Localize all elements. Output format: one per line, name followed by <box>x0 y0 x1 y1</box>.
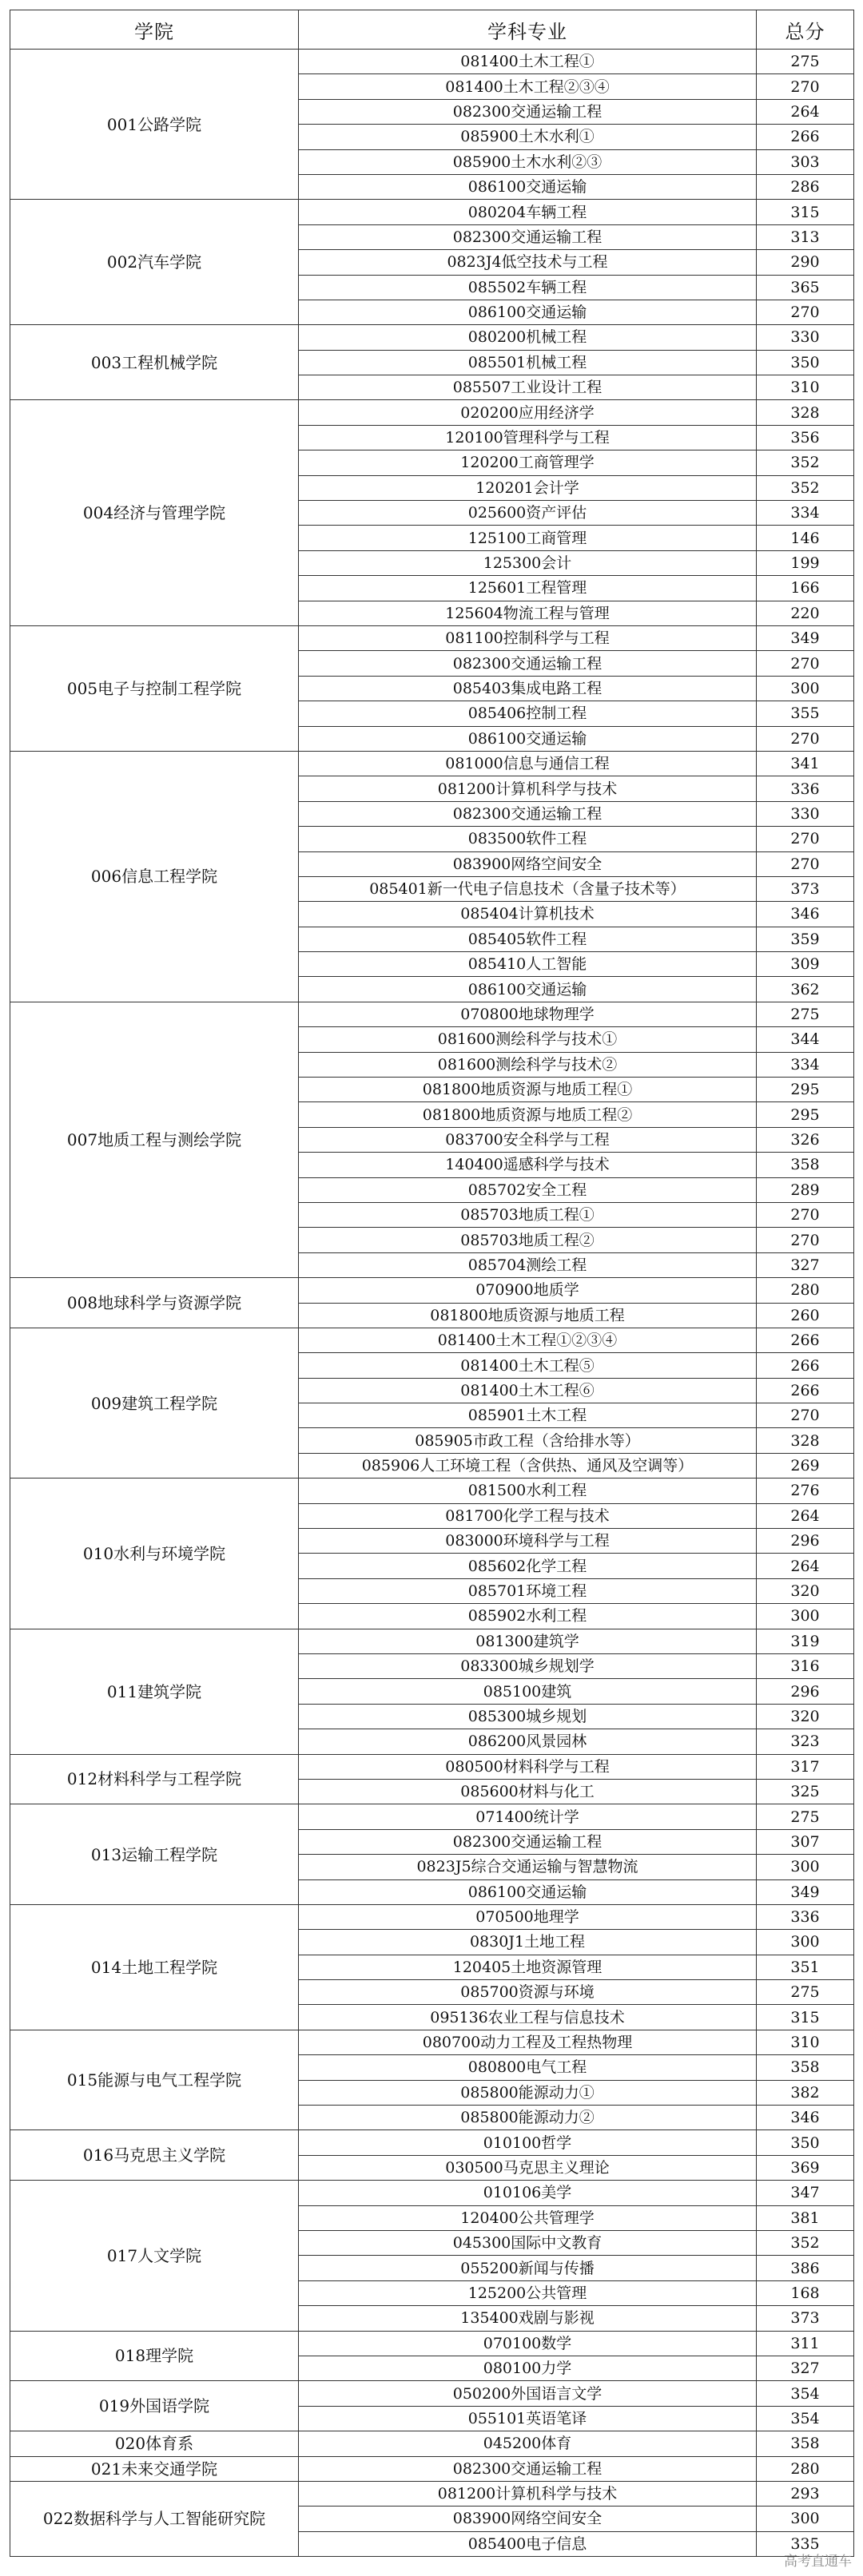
major-cell: 025600资产评估 <box>299 501 757 526</box>
major-cell: 120201会计学 <box>299 475 757 500</box>
major-cell: 081800地质资源与地质工程 <box>299 1303 757 1328</box>
major-cell: 070100数学 <box>299 2331 757 2356</box>
major-cell: 085405软件工程 <box>299 927 757 951</box>
score-cell: 315 <box>757 200 854 224</box>
score-cell: 350 <box>757 2130 854 2155</box>
score-cell: 275 <box>757 1002 854 1026</box>
major-cell: 120200工商管理学 <box>299 451 757 475</box>
major-cell: 085100建筑 <box>299 1679 757 1704</box>
school-cell: 001公路学院 <box>10 50 299 200</box>
school-cell: 018理学院 <box>10 2331 299 2381</box>
header-major: 学科专业 <box>299 10 757 50</box>
major-cell: 081400土木工程①②③④ <box>299 1328 757 1352</box>
score-cell: 280 <box>757 2456 854 2481</box>
table-row <box>10 625 854 650</box>
score-cell: 346 <box>757 902 854 927</box>
score-cell: 168 <box>757 2280 854 2305</box>
major-cell: 135400戏剧与影视 <box>299 2306 757 2331</box>
table-row <box>10 1804 854 1829</box>
table-row <box>10 2331 854 2356</box>
score-cell: 330 <box>757 801 854 826</box>
score-cell: 260 <box>757 1303 854 1328</box>
score-cell: 386 <box>757 2256 854 2280</box>
major-cell: 120100管理科学与工程 <box>299 425 757 450</box>
major-cell: 085700资源与环境 <box>299 1980 757 2005</box>
score-cell: 373 <box>757 2306 854 2331</box>
major-cell: 0823J4低空技术与工程 <box>299 250 757 275</box>
score-cell: 382 <box>757 2080 854 2105</box>
school-cell: 020体育系 <box>10 2431 299 2456</box>
major-cell: 085401新一代电子信息技术（含量子技术等） <box>299 876 757 901</box>
score-cell: 266 <box>757 1378 854 1403</box>
major-cell: 080100力学 <box>299 2356 757 2380</box>
major-cell: 125601工程管理 <box>299 576 757 601</box>
score-cell: 335 <box>757 2531 854 2556</box>
score-cell: 275 <box>757 50 854 74</box>
score-cell: 330 <box>757 325 854 350</box>
major-cell: 085905市政工程（含给排水等） <box>299 1428 757 1453</box>
major-cell: 080200机械工程 <box>299 325 757 350</box>
major-cell: 020200应用经济学 <box>299 400 757 425</box>
major-cell: 081000信息与通信工程 <box>299 751 757 776</box>
school-cell: 006信息工程学院 <box>10 751 299 1002</box>
major-cell: 081100控制科学与工程 <box>299 625 757 650</box>
table-row <box>10 751 854 776</box>
table-row <box>10 400 854 425</box>
major-cell: 081400土木工程① <box>299 50 757 74</box>
score-cell: 323 <box>757 1729 854 1754</box>
major-cell: 083700安全科学与工程 <box>299 1127 757 1152</box>
score-cell: 336 <box>757 1904 854 1929</box>
score-cell: 166 <box>757 576 854 601</box>
score-cell: 356 <box>757 425 854 450</box>
table-row <box>10 50 854 74</box>
major-cell: 081800地质资源与地质工程① <box>299 1078 757 1102</box>
major-cell: 086100交通运输 <box>299 174 757 199</box>
school-cell: 007地质工程与测绘学院 <box>10 1002 299 1277</box>
major-cell: 086100交通运输 <box>299 977 757 1002</box>
school-cell: 009建筑工程学院 <box>10 1328 299 1478</box>
major-cell: 010106美学 <box>299 2181 757 2205</box>
score-cell: 293 <box>757 2481 854 2506</box>
score-cell: 381 <box>757 2205 854 2230</box>
score-cell: 310 <box>757 2030 854 2054</box>
major-cell: 085502车辆工程 <box>299 275 757 300</box>
school-cell: 010水利与环境学院 <box>10 1479 299 1629</box>
score-cell: 328 <box>757 400 854 425</box>
table-row <box>10 2456 854 2481</box>
major-cell: 120405土地资源管理 <box>299 1955 757 1979</box>
major-cell: 085800能源动力② <box>299 2106 757 2130</box>
major-cell: 085902水利工程 <box>299 1604 757 1629</box>
major-cell: 081500水利工程 <box>299 1479 757 1503</box>
major-cell: 085703地质工程① <box>299 1202 757 1227</box>
score-cell: 351 <box>757 1955 854 1979</box>
major-cell: 081200计算机科学与技术 <box>299 2481 757 2506</box>
major-cell: 125300会计 <box>299 550 757 575</box>
major-cell: 083300城乡规划学 <box>299 1654 757 1679</box>
major-cell: 010100哲学 <box>299 2130 757 2155</box>
major-cell: 081700化学工程与技术 <box>299 1503 757 1528</box>
major-cell: 095136农业工程与信息技术 <box>299 2005 757 2030</box>
score-cell: 303 <box>757 149 854 174</box>
major-cell: 081400土木工程⑥ <box>299 1378 757 1403</box>
score-cell: 358 <box>757 2055 854 2080</box>
score-cell: 270 <box>757 827 854 851</box>
major-cell: 082300交通运输工程 <box>299 2456 757 2481</box>
score-cell: 325 <box>757 1779 854 1804</box>
major-cell: 081800地质资源与地质工程② <box>299 1102 757 1127</box>
score-cell: 344 <box>757 1027 854 1052</box>
major-cell: 083500软件工程 <box>299 827 757 851</box>
school-cell: 017人文学院 <box>10 2181 299 2331</box>
table-row <box>10 2381 854 2406</box>
major-cell: 070900地质学 <box>299 1278 757 1303</box>
score-cell: 317 <box>757 1754 854 1779</box>
table-row <box>10 2431 854 2456</box>
school-cell: 019外国语学院 <box>10 2381 299 2431</box>
score-cell: 311 <box>757 2331 854 2356</box>
score-cell: 358 <box>757 1153 854 1177</box>
major-cell: 082300交通运输工程 <box>299 224 757 249</box>
major-cell: 082300交通运输工程 <box>299 651 757 676</box>
score-cell: 334 <box>757 501 854 526</box>
score-cell: 264 <box>757 99 854 124</box>
major-cell: 085702安全工程 <box>299 1177 757 1202</box>
header-score: 总分 <box>757 10 854 50</box>
major-cell: 082300交通运输工程 <box>299 801 757 826</box>
major-cell: 085906人工环境工程（含供热、通风及空调等） <box>299 1453 757 1478</box>
score-cell: 295 <box>757 1078 854 1102</box>
major-cell: 080500材料科学与工程 <box>299 1754 757 1779</box>
score-cell: 300 <box>757 676 854 701</box>
score-cell: 336 <box>757 776 854 801</box>
score-cell: 313 <box>757 224 854 249</box>
score-cell: 266 <box>757 1353 854 1378</box>
major-cell: 083000环境科学与工程 <box>299 1529 757 1554</box>
school-cell: 002汽车学院 <box>10 200 299 325</box>
major-cell: 140400遥感科学与技术 <box>299 1153 757 1177</box>
score-cell: 220 <box>757 601 854 625</box>
major-cell: 070800地球物理学 <box>299 1002 757 1026</box>
score-cell: 359 <box>757 927 854 951</box>
school-cell: 012材料科学与工程学院 <box>10 1754 299 1804</box>
major-cell: 085403集成电路工程 <box>299 676 757 701</box>
watermark: 高考直通车 <box>784 2554 852 2570</box>
score-cell: 373 <box>757 876 854 901</box>
school-cell: 013运输工程学院 <box>10 1804 299 1905</box>
score-cell: 352 <box>757 451 854 475</box>
major-cell: 085703地质工程② <box>299 1228 757 1252</box>
major-cell: 081300建筑学 <box>299 1629 757 1653</box>
major-cell: 085410人工智能 <box>299 952 757 977</box>
score-cell: 319 <box>757 1629 854 1653</box>
school-cell: 003工程机械学院 <box>10 325 299 400</box>
score-cell: 266 <box>757 1328 854 1352</box>
major-cell: 086200风景园林 <box>299 1729 757 1754</box>
score-cell: 300 <box>757 2507 854 2531</box>
school-cell: 021未来交通学院 <box>10 2456 299 2481</box>
score-cell: 300 <box>757 1604 854 1629</box>
score-cell: 270 <box>757 300 854 324</box>
major-cell: 081400土木工程②③④ <box>299 74 757 99</box>
major-cell: 081600测绘科学与技术② <box>299 1052 757 1077</box>
score-cell: 280 <box>757 1278 854 1303</box>
score-cell: 369 <box>757 2155 854 2180</box>
score-cell: 334 <box>757 1052 854 1077</box>
school-cell: 011建筑学院 <box>10 1629 299 1754</box>
score-cell: 316 <box>757 1654 854 1679</box>
major-cell: 085704测绘工程 <box>299 1252 757 1277</box>
school-cell: 004经济与管理学院 <box>10 400 299 626</box>
school-cell: 015能源与电气工程学院 <box>10 2030 299 2130</box>
score-cell: 146 <box>757 526 854 550</box>
score-cell: 309 <box>757 952 854 977</box>
score-cell: 276 <box>757 1479 854 1503</box>
score-cell: 270 <box>757 1228 854 1252</box>
score-cell: 347 <box>757 2181 854 2205</box>
major-cell: 085507工业设计工程 <box>299 375 757 400</box>
admission-score-table <box>10 10 854 2557</box>
major-cell: 085501机械工程 <box>299 350 757 375</box>
major-cell: 055101英语笔译 <box>299 2406 757 2431</box>
score-cell: 350 <box>757 350 854 375</box>
table-row <box>10 1629 854 1653</box>
table-header-row <box>10 10 854 50</box>
major-cell: 085400电子信息 <box>299 2531 757 2556</box>
score-cell: 307 <box>757 1829 854 1854</box>
major-cell: 082300交通运输工程 <box>299 99 757 124</box>
score-cell: 286 <box>757 174 854 199</box>
major-cell: 0830J1土地工程 <box>299 1930 757 1955</box>
table-row <box>10 1754 854 1779</box>
score-cell: 362 <box>757 977 854 1002</box>
score-cell: 328 <box>757 1428 854 1453</box>
score-cell: 275 <box>757 1804 854 1829</box>
major-cell: 086100交通运输 <box>299 726 757 751</box>
major-cell: 080800电气工程 <box>299 2055 757 2080</box>
table-row <box>10 1002 854 1026</box>
major-cell: 085404计算机技术 <box>299 902 757 927</box>
major-cell: 125200公共管理 <box>299 2280 757 2305</box>
score-cell: 295 <box>757 1102 854 1127</box>
major-cell: 083900网络空间安全 <box>299 2507 757 2531</box>
major-cell: 045200体育 <box>299 2431 757 2456</box>
score-cell: 270 <box>757 1403 854 1428</box>
major-cell: 125100工商管理 <box>299 526 757 550</box>
major-cell: 085600材料与化工 <box>299 1779 757 1804</box>
score-cell: 300 <box>757 1855 854 1879</box>
score-cell: 270 <box>757 74 854 99</box>
table-row <box>10 2181 854 2205</box>
major-cell: 081600测绘科学与技术① <box>299 1027 757 1052</box>
score-cell: 296 <box>757 1679 854 1704</box>
major-cell: 055200新闻与传播 <box>299 2256 757 2280</box>
score-cell: 346 <box>757 2106 854 2130</box>
major-cell: 125604物流工程与管理 <box>299 601 757 625</box>
score-cell: 290 <box>757 250 854 275</box>
score-cell: 289 <box>757 1177 854 1202</box>
score-cell: 352 <box>757 2230 854 2255</box>
major-cell: 081400土木工程⑤ <box>299 1353 757 1378</box>
score-cell: 270 <box>757 651 854 676</box>
major-cell: 085900土木水利②③ <box>299 149 757 174</box>
table-row <box>10 1278 854 1303</box>
score-cell: 320 <box>757 1578 854 1603</box>
table-row <box>10 2130 854 2155</box>
score-cell: 358 <box>757 2431 854 2456</box>
score-cell: 326 <box>757 1127 854 1152</box>
table-row <box>10 200 854 224</box>
school-cell: 008地球科学与资源学院 <box>10 1278 299 1328</box>
table-row <box>10 325 854 350</box>
major-cell: 081200计算机科学与技术 <box>299 776 757 801</box>
score-cell: 296 <box>757 1529 854 1554</box>
table-row <box>10 2481 854 2506</box>
score-cell: 269 <box>757 1453 854 1478</box>
score-cell: 349 <box>757 625 854 650</box>
score-cell: 315 <box>757 2005 854 2030</box>
school-cell: 022数据科学与人工智能研究院 <box>10 2481 299 2556</box>
major-cell: 085900土木水利① <box>299 125 757 149</box>
score-cell: 365 <box>757 275 854 300</box>
score-cell: 270 <box>757 851 854 876</box>
school-cell: 014土地工程学院 <box>10 1904 299 2030</box>
major-cell: 085602化学工程 <box>299 1554 757 1578</box>
major-cell: 120400公共管理学 <box>299 2205 757 2230</box>
major-cell: 045300国际中文教育 <box>299 2230 757 2255</box>
table-row <box>10 2030 854 2054</box>
score-cell: 352 <box>757 475 854 500</box>
school-cell: 005电子与控制工程学院 <box>10 625 299 751</box>
major-cell: 085800能源动力① <box>299 2080 757 2105</box>
score-cell: 349 <box>757 1879 854 1904</box>
major-cell: 085406控制工程 <box>299 701 757 726</box>
header-school: 学院 <box>10 10 299 50</box>
score-cell: 300 <box>757 1930 854 1955</box>
major-cell: 080700动力工程及工程热物理 <box>299 2030 757 2054</box>
major-cell: 0823J5综合交通运输与智慧物流 <box>299 1855 757 1879</box>
score-cell: 327 <box>757 1252 854 1277</box>
table-row <box>10 1328 854 1352</box>
score-cell: 327 <box>757 2356 854 2380</box>
major-cell: 085300城乡规划 <box>299 1704 757 1729</box>
score-cell: 355 <box>757 701 854 726</box>
score-cell: 320 <box>757 1704 854 1729</box>
score-cell: 270 <box>757 1202 854 1227</box>
major-cell: 071400统计学 <box>299 1804 757 1829</box>
major-cell: 086100交通运输 <box>299 300 757 324</box>
score-cell: 264 <box>757 1554 854 1578</box>
major-cell: 082300交通运输工程 <box>299 1829 757 1854</box>
major-cell: 083900网络空间安全 <box>299 851 757 876</box>
score-cell: 270 <box>757 726 854 751</box>
major-cell: 030500马克思主义理论 <box>299 2155 757 2180</box>
table-row <box>10 1904 854 1929</box>
table-row <box>10 1479 854 1503</box>
score-cell: 275 <box>757 1980 854 2005</box>
table-body <box>10 50 854 2557</box>
school-cell: 016马克思主义学院 <box>10 2130 299 2181</box>
score-cell: 264 <box>757 1503 854 1528</box>
score-cell: 354 <box>757 2406 854 2431</box>
score-cell: 199 <box>757 550 854 575</box>
major-cell: 085901土木工程 <box>299 1403 757 1428</box>
score-cell: 354 <box>757 2381 854 2406</box>
major-cell: 086100交通运输 <box>299 1879 757 1904</box>
major-cell: 085701环境工程 <box>299 1578 757 1603</box>
major-cell: 070500地理学 <box>299 1904 757 1929</box>
score-cell: 266 <box>757 125 854 149</box>
major-cell: 050200外国语言文学 <box>299 2381 757 2406</box>
score-cell: 341 <box>757 751 854 776</box>
score-cell: 310 <box>757 375 854 400</box>
major-cell: 080204车辆工程 <box>299 200 757 224</box>
